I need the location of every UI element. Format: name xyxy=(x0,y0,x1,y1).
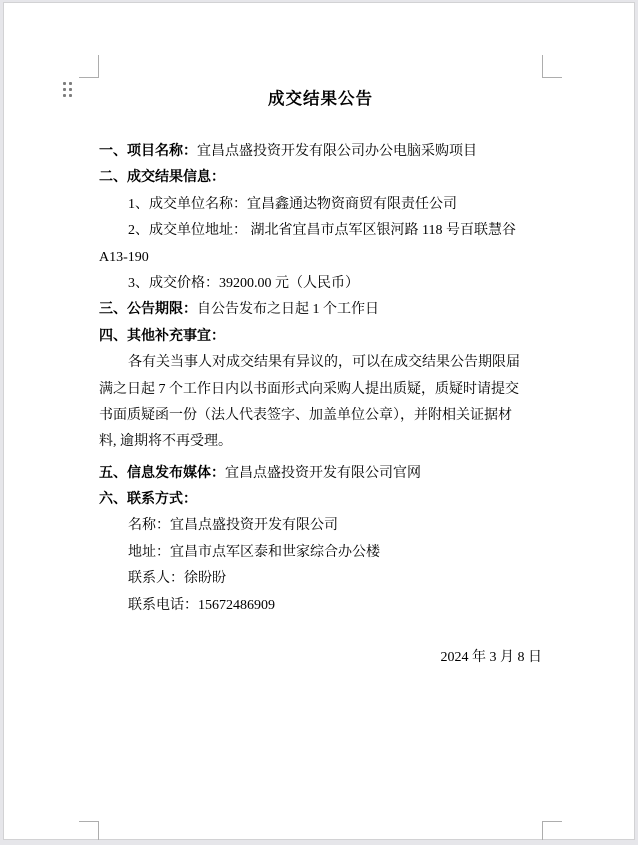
body-text: 联系电话：15672486909 xyxy=(128,597,275,613)
document-line xyxy=(99,487,542,513)
document-line xyxy=(99,429,542,455)
document-line xyxy=(99,324,542,350)
document-line xyxy=(99,593,542,619)
body-text: 2024 年 3 月 8 日 xyxy=(440,650,542,666)
heading-text: 六、联系方式： xyxy=(99,492,197,508)
document-line xyxy=(99,245,542,271)
document-line xyxy=(99,566,542,592)
heading-text: 四、其他补充事宜： xyxy=(99,328,225,344)
document-line xyxy=(99,218,542,244)
document-line xyxy=(99,403,542,429)
document-line xyxy=(99,139,542,165)
heading-text: 一、项目名称： xyxy=(99,144,197,159)
body-text: 3、成交价格：39200.00 元（人民币） xyxy=(128,275,359,291)
document-line xyxy=(99,350,542,376)
document-line xyxy=(99,461,542,487)
body-text: 自公告发布之日起 1 个工作日 xyxy=(197,302,379,318)
document-line xyxy=(99,645,542,671)
heading-text: 二、成交结果信息： xyxy=(99,170,225,186)
drag-handle-dot xyxy=(63,82,66,85)
margin-crop-mark-top-left-icon xyxy=(79,55,99,78)
body-text: 料, 逾期将不再受理。 xyxy=(99,434,232,450)
blank-line xyxy=(99,112,542,139)
body-text: 名称：宜昌点盛投资开发有限公司 xyxy=(128,518,338,534)
body-text: 宜昌点盛投资开发有限公司官网 xyxy=(225,465,421,481)
document-line xyxy=(99,377,542,403)
heading-text: 五、信息发布媒体： xyxy=(99,465,225,481)
document-line xyxy=(99,165,542,191)
body-text: 书面质疑函一份（法人代表签字、加盖单位公章），并附相关证据材 xyxy=(99,407,512,423)
drag-handle-dot xyxy=(69,88,72,91)
blank-line xyxy=(99,619,542,645)
drag-handle-dot xyxy=(69,82,72,85)
body-text: 地址：宜昌市点军区泰和世家综合办公楼 xyxy=(128,544,380,560)
margin-crop-mark-bottom-right-icon xyxy=(542,821,562,840)
document-line xyxy=(99,513,542,539)
margin-crop-mark-top-right-icon xyxy=(542,55,562,78)
drag-handle-dot xyxy=(69,94,72,97)
document-page xyxy=(3,2,635,840)
body-text: 联系人：徐盼盼 xyxy=(128,571,226,587)
drag-handle-dot xyxy=(63,88,66,91)
document-line xyxy=(99,271,542,297)
document-line xyxy=(99,297,542,323)
heading-text: 三、公告期限： xyxy=(99,302,197,318)
drag-handle-dot xyxy=(63,94,66,97)
document-title: 成交结果公告 xyxy=(268,89,373,108)
document-body xyxy=(99,139,542,672)
document-content xyxy=(99,77,542,672)
body-text: 宜昌点盛投资开发有限公司办公电脑采购项目 xyxy=(197,144,477,159)
document-line xyxy=(99,540,542,566)
body-text: 2、成交单位地址： 湖北省宜昌市点军区银河路 118 号百联慧谷 xyxy=(128,223,516,239)
margin-crop-mark-bottom-left-icon xyxy=(79,821,99,840)
document-line xyxy=(99,192,542,218)
body-text: 满之日起 7 个工作日内以书面形式向采购人提出质疑，质疑时请提交 xyxy=(99,381,519,397)
body-text: 各有关当事人对成交结果有异议的，可以在成交结果公告期限届 xyxy=(128,355,520,371)
drag-handle-icon[interactable] xyxy=(63,82,72,97)
body-text: A13-190 xyxy=(99,249,149,265)
body-text: 1、成交单位名称：宜昌鑫通达物资商贸有限责任公司 xyxy=(128,196,457,212)
